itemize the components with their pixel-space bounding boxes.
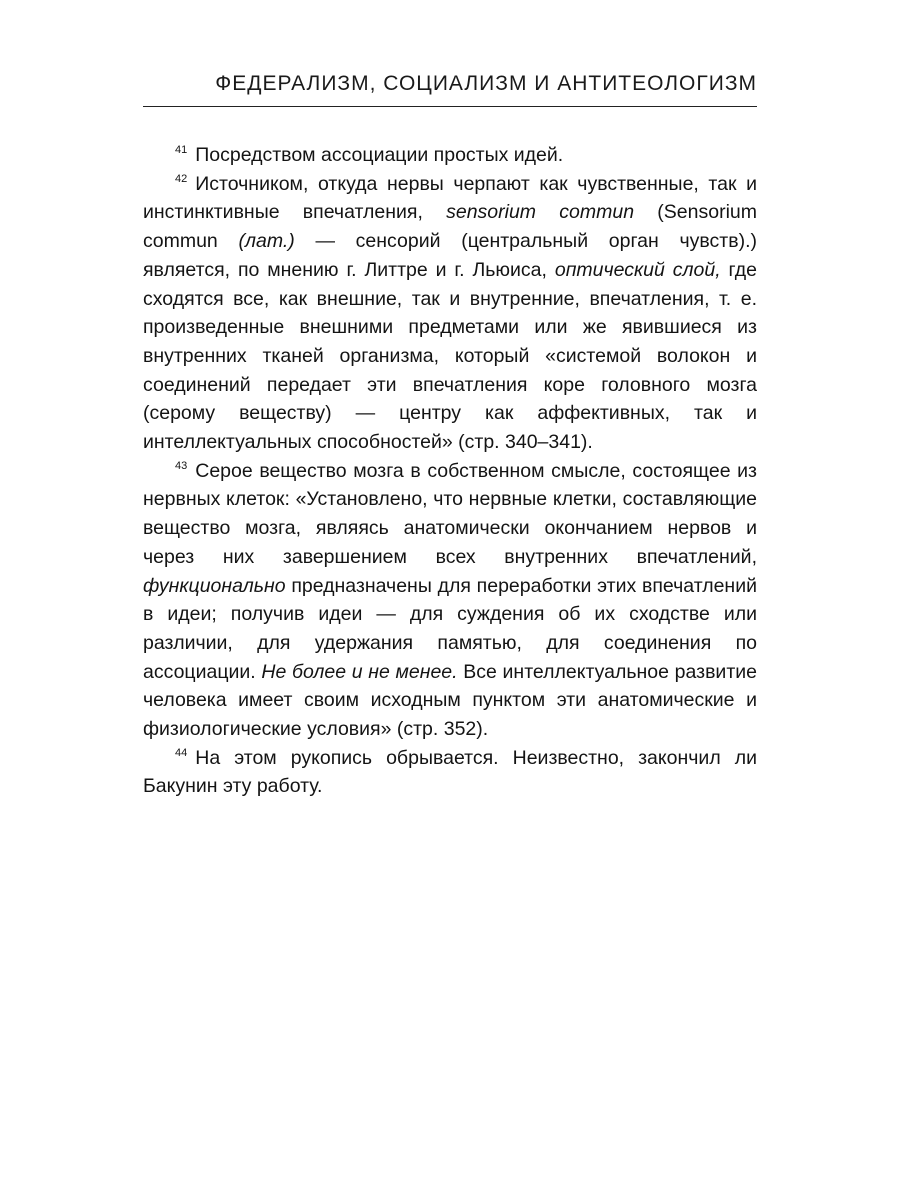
footnote-italic-term: (лат.) [238, 230, 295, 253]
footnote-44 [143, 744, 757, 801]
footnote-41 [143, 141, 757, 170]
footnote-text: (Sensorium commun [143, 201, 757, 253]
footnote-43 [143, 457, 757, 744]
footnote-italic-term: Не более и не менее. [261, 660, 458, 683]
footnote-italic-term: оптический слой, [554, 258, 721, 281]
footnote-text: — сенсорий (центральный орган чувств).) является, по мнению г. Литтре и г. Льюиса, [143, 230, 757, 281]
running-head: ФЕДЕРАЛИЗМ, СОЦИАЛИЗМ И АНТИТЕОЛОГИЗМ [215, 72, 757, 95]
footnote-number: 42 [175, 172, 188, 185]
footnote-number: 44 [175, 746, 188, 759]
footnote-italic-term: sensorium commun [446, 201, 635, 224]
footnote-text: где сходятся все, как внешние, так и внутренние, впечатления, т. е. произведенные внешними предметами или же явившиеся из внутренних тканей организма, который «системой волокон и соединений передает эти впечатления коре головного мозга (серому веществу) — центру как аффективных, так и интеллектуальных способностей» (стр. 340–341). [143, 258, 757, 454]
footnote-text: Серое вещество мозга в собственном смысле, состоящее из нервных клеток: «Установлено, что нервные клетки, составляющие вещество мозга, являясь анатомически окончанием нервов и через них завершением всех внутренних впечатлений, [143, 459, 757, 568]
footnotes-section [143, 141, 757, 801]
footnote-text: предназначены для переработки этих впечатлений в идеи; получив идеи — для суждения об их сходстве или различии, для удержания памятью, для соединения по ассоциации. [143, 574, 757, 683]
footnote-number: 41 [175, 144, 188, 156]
footnote-text: Посредством ассоциации простых идей. [195, 144, 564, 166]
footnote-text: Источником, откуда нервы черпают как чувственные, так и инстинктивные впечатления, [143, 172, 757, 224]
header-rule [143, 106, 757, 107]
footnote-text: Все интеллектуальное развитие человека имеет своим исходным пунктом эти анатомические и физиологические условия» (стр. 352). [143, 660, 757, 741]
footnote-text: На этом рукопись обрывается. Неизвестно, закончил ли Бакунин эту работу. [143, 746, 757, 798]
footnote-42 [143, 170, 757, 457]
footnote-italic-term: функционально [143, 574, 286, 597]
footnote-number: 43 [175, 459, 188, 472]
